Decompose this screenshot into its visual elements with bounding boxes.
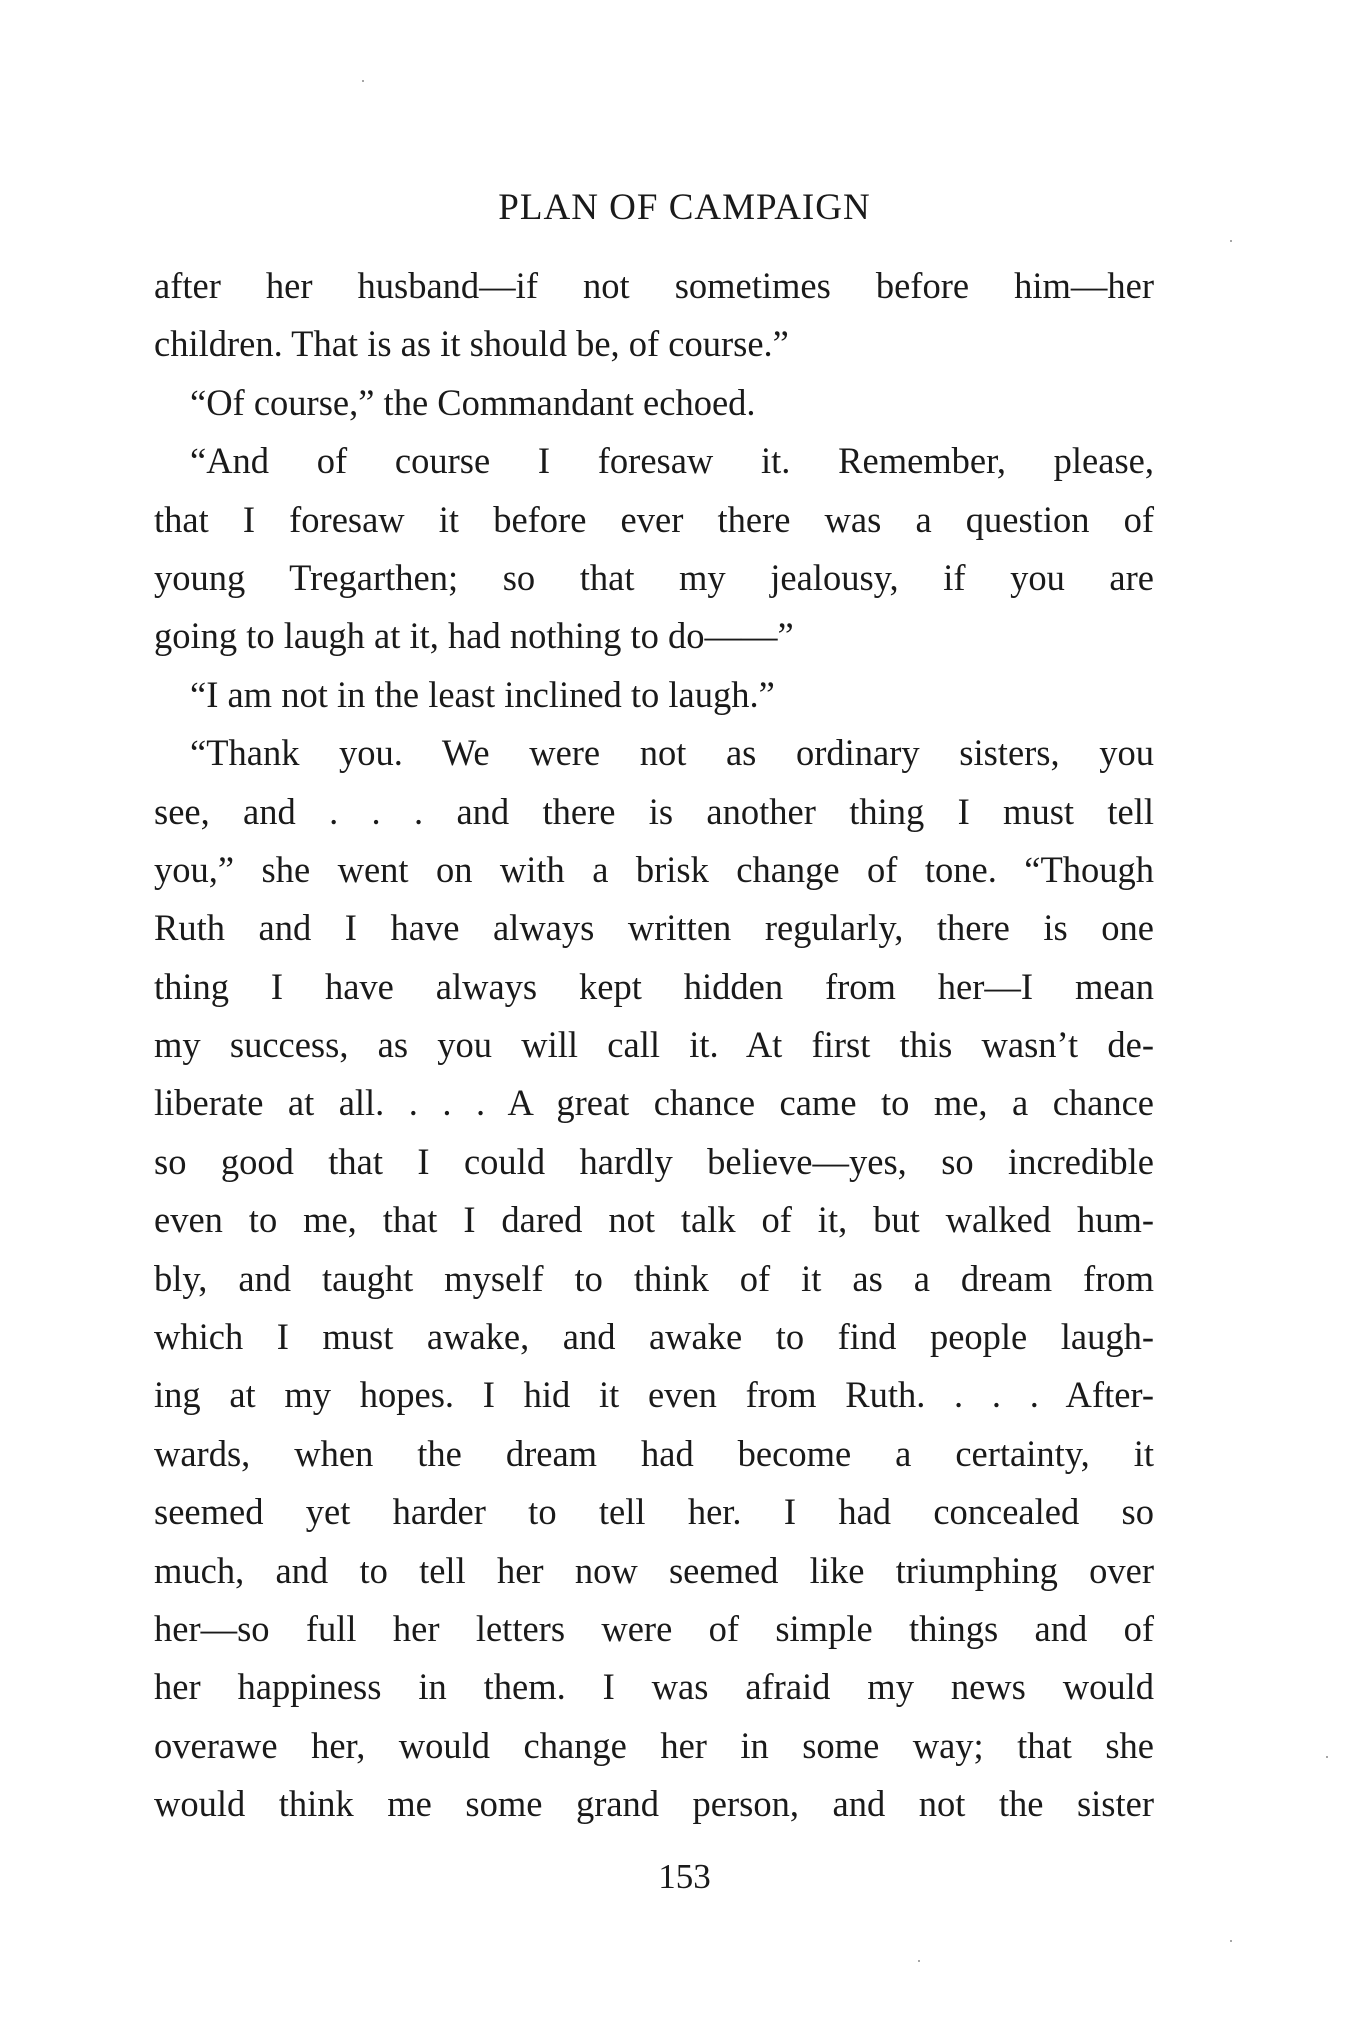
text-line: thing I have always kept hidden from her—I mean <box>154 965 1154 1007</box>
text-line: children. That is as it should be, of course.” <box>154 323 789 365</box>
text-line: “Of course,” the Commandant echoed. <box>190 381 756 423</box>
text-line: young Tregarthen; so that my jealousy, if you are <box>154 556 1154 598</box>
paper-speck <box>362 80 364 82</box>
text-line: much, and to tell her now seemed like triumphing over <box>154 1549 1154 1591</box>
text-line: that I foresaw it before ever there was a question of <box>154 498 1154 540</box>
text-line: liberate at all. . . . A great chance came to me, a chance <box>154 1082 1154 1124</box>
text-line: would think me some grand person, and not the sister <box>154 1783 1154 1825</box>
text-line: see, and . . . and there is another thing I must tell <box>154 790 1154 832</box>
text-line: Ruth and I have always written regularly, there is one <box>154 907 1154 949</box>
text-line: so good that I could hardly believe—yes, so incredible <box>154 1140 1154 1182</box>
text-line: overawe her, would change her in some way; that she <box>154 1724 1154 1766</box>
paper-speck <box>1230 1940 1232 1942</box>
text-line: her—so full her letters were of simple things and of <box>154 1607 1154 1649</box>
text-line: wards, when the dream had become a certainty, it <box>154 1432 1154 1474</box>
page-number: 153 <box>658 1857 711 1896</box>
text-line: her happiness in them. I was afraid my news would <box>154 1666 1154 1708</box>
paper-speck <box>918 1960 920 1962</box>
text-line: even to me, that I dared not talk of it, but walked hum- <box>154 1199 1154 1241</box>
text-line: “And of course I foresaw it. Remember, please, <box>190 440 1154 482</box>
text-line: going to laugh at it, had nothing to do——” <box>154 615 794 657</box>
text-line: you,” she went on with a brisk change of tone. “Though <box>154 848 1154 890</box>
paper-speck <box>1326 1756 1328 1758</box>
text-line: seemed yet harder to tell her. I had concealed so <box>154 1491 1154 1533</box>
text-line: “Thank you. We were not as ordinary sisters, you <box>190 732 1154 774</box>
text-line: “I am not in the least inclined to laugh.” <box>190 673 775 715</box>
text-line: ing at my hopes. I hid it even from Ruth. . . . After- <box>154 1374 1154 1416</box>
paper-speck <box>1230 240 1232 242</box>
running-head: PLAN OF CAMPAIGN <box>498 187 871 228</box>
body-text <box>154 257 1154 1834</box>
text-line: which I must awake, and awake to find people laugh- <box>154 1316 1154 1358</box>
text-line: after her husband—if not sometimes before him—her <box>154 265 1154 306</box>
text-line: bly, and taught myself to think of it as a dream from <box>154 1257 1154 1299</box>
text-line: my success, as you will call it. At first this wasn’t de- <box>154 1024 1154 1066</box>
